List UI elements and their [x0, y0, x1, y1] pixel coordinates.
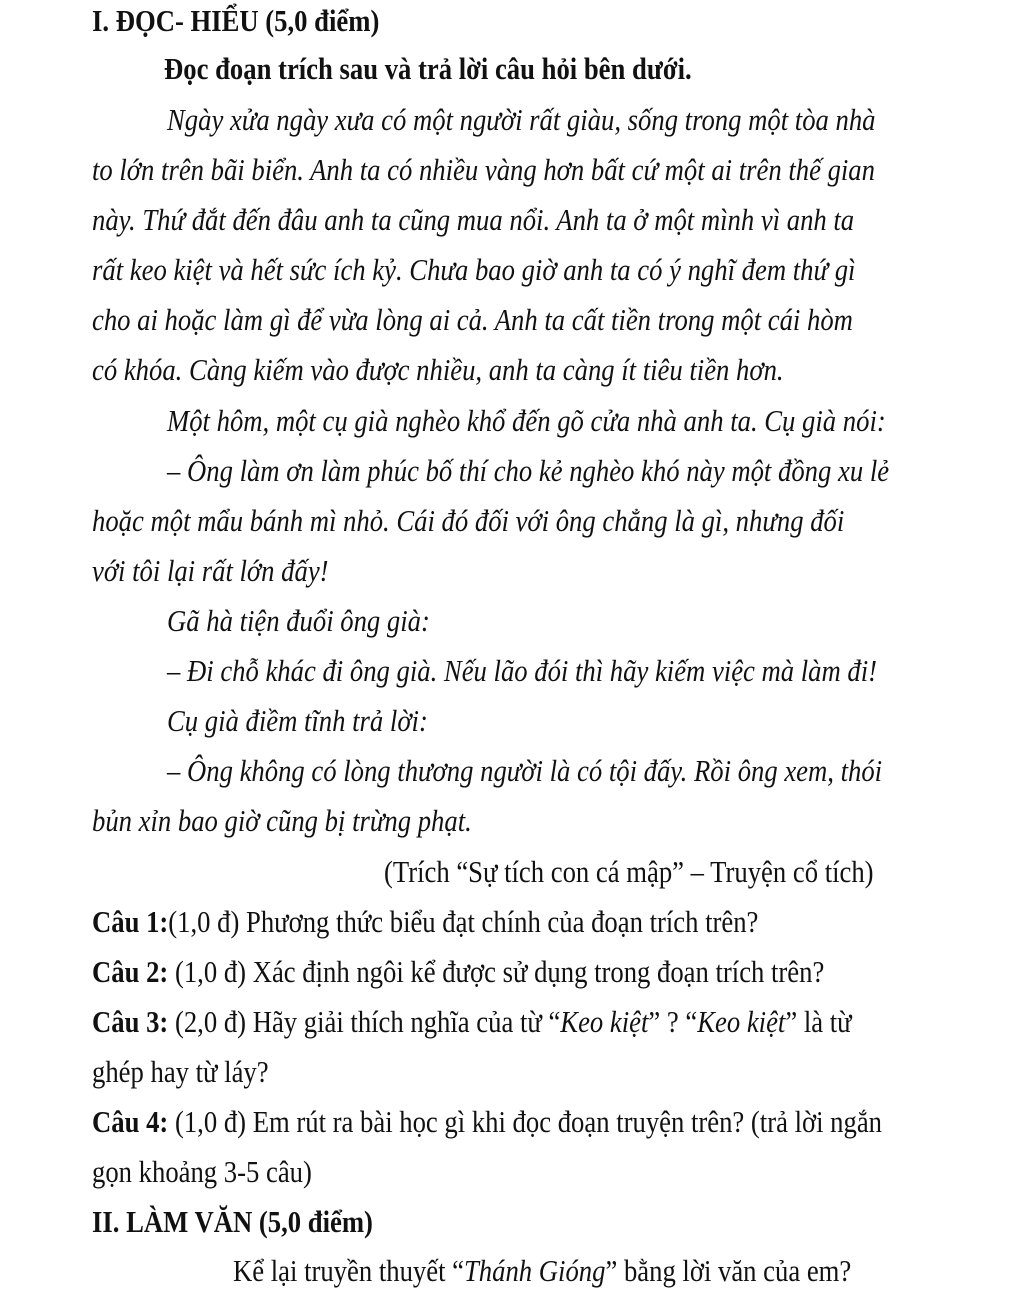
passage-line: cho ai hoặc làm gì để vừa lòng ai cả. Anh ta cất tiền trong một cái hòm — [92, 302, 853, 337]
section-2-heading: II. LÀM VĂN (5,0 điểm) — [92, 1204, 373, 1239]
question-4-text: (1,0 đ) Em rút ra bài học gì khi đọc đoạn truyện trên? (trả lời ngắn — [168, 1104, 882, 1139]
passage-line: này. Thứ đắt đến đâu anh ta cũng mua nổi. Anh ta ở một mình vì anh ta — [92, 202, 855, 237]
question-1 — [92, 903, 758, 941]
passage-line: có khóa. Càng kiếm vào được nhiều, anh ta càng ít tiêu tiền hơn. — [92, 352, 784, 387]
passage-line: to lớn trên bãi biển. Anh ta có nhiều vàng hơn bất cứ một ai trên thế gian — [92, 152, 875, 187]
question-2-text: (1,0 đ) Xác định ngôi kể được sử dụng trong đoạn trích trên? — [168, 954, 825, 989]
question-3-text-pre: (2,0 đ) Hãy giải thích nghĩa của từ “ — [168, 1004, 561, 1039]
passage-line: bủn xỉn bao giờ cũng bị trừng phạt. — [92, 803, 472, 838]
question-1-label: Câu 1: — [92, 904, 169, 939]
passage-line: Gã hà tiện đuổi ông già: — [167, 603, 430, 638]
passage-line: Ngày xửa ngày xưa có một người rất giàu, sống trong một tòa nhà — [167, 102, 876, 137]
passage-line: hoặc một mẩu bánh mì nhỏ. Cái đó đối với ông chẳng là gì, nhưng đối — [92, 503, 845, 538]
question-2 — [92, 953, 824, 991]
question-3 — [92, 1003, 852, 1041]
question-3-line-2: ghép hay từ láy? — [92, 1054, 269, 1089]
writing-task-pre: Kể lại truyền thuyết “ — [233, 1253, 464, 1288]
passage-line: với tôi lại rất lớn đấy! — [92, 553, 329, 588]
question-1-text: (1,0 đ) Phương thức biểu đạt chính của đoạn trích trên? — [168, 904, 759, 939]
question-4-line-2: gọn khoảng 3-5 câu) — [92, 1154, 312, 1189]
writing-task-title: Thánh Gióng — [463, 1253, 606, 1288]
passage-source: (Trích “Sự tích con cá mập” – Truyện cổ tích) — [384, 854, 874, 889]
question-4 — [92, 1103, 882, 1141]
reading-instruction: Đọc đoạn trích sau và trả lời câu hỏi bên dưới. — [164, 51, 692, 86]
writing-task — [233, 1252, 851, 1290]
passage-line: rất keo kiệt và hết sức ích kỷ. Chưa bao giờ anh ta có ý nghĩ đem thứ gì — [92, 252, 856, 287]
writing-task-post: ” bằng lời văn của em? — [605, 1253, 852, 1288]
passage-line: – Đi chỗ khác đi ông già. Nếu lão đói thì hãy kiếm việc mà làm đi! — [167, 653, 878, 688]
passage-line: Một hôm, một cụ già nghèo khổ đến gõ cửa nhà anh ta. Cụ già nói: — [167, 403, 886, 438]
question-3-term-2: Keo kiệt — [697, 1004, 786, 1039]
section-1-heading: I. ĐỌC- HIỂU (5,0 điểm) — [92, 3, 380, 38]
question-3-text-post: ” là từ — [785, 1004, 852, 1039]
question-2-label: Câu 2: — [92, 954, 169, 989]
passage-line: – Ông không có lòng thương người là có tội đấy. Rồi ông xem, thói — [167, 753, 883, 788]
question-4-label: Câu 4: — [92, 1104, 169, 1139]
question-3-term-1: Keo kiệt — [560, 1004, 649, 1039]
question-3-label: Câu 3: — [92, 1004, 169, 1039]
passage-line: Cụ già điềm tĩnh trả lời: — [167, 703, 428, 738]
passage-line: – Ông làm ơn làm phúc bố thí cho kẻ nghèo khó này một đồng xu lẻ — [167, 453, 890, 488]
question-3-text-mid: ” ? “ — [648, 1004, 698, 1039]
